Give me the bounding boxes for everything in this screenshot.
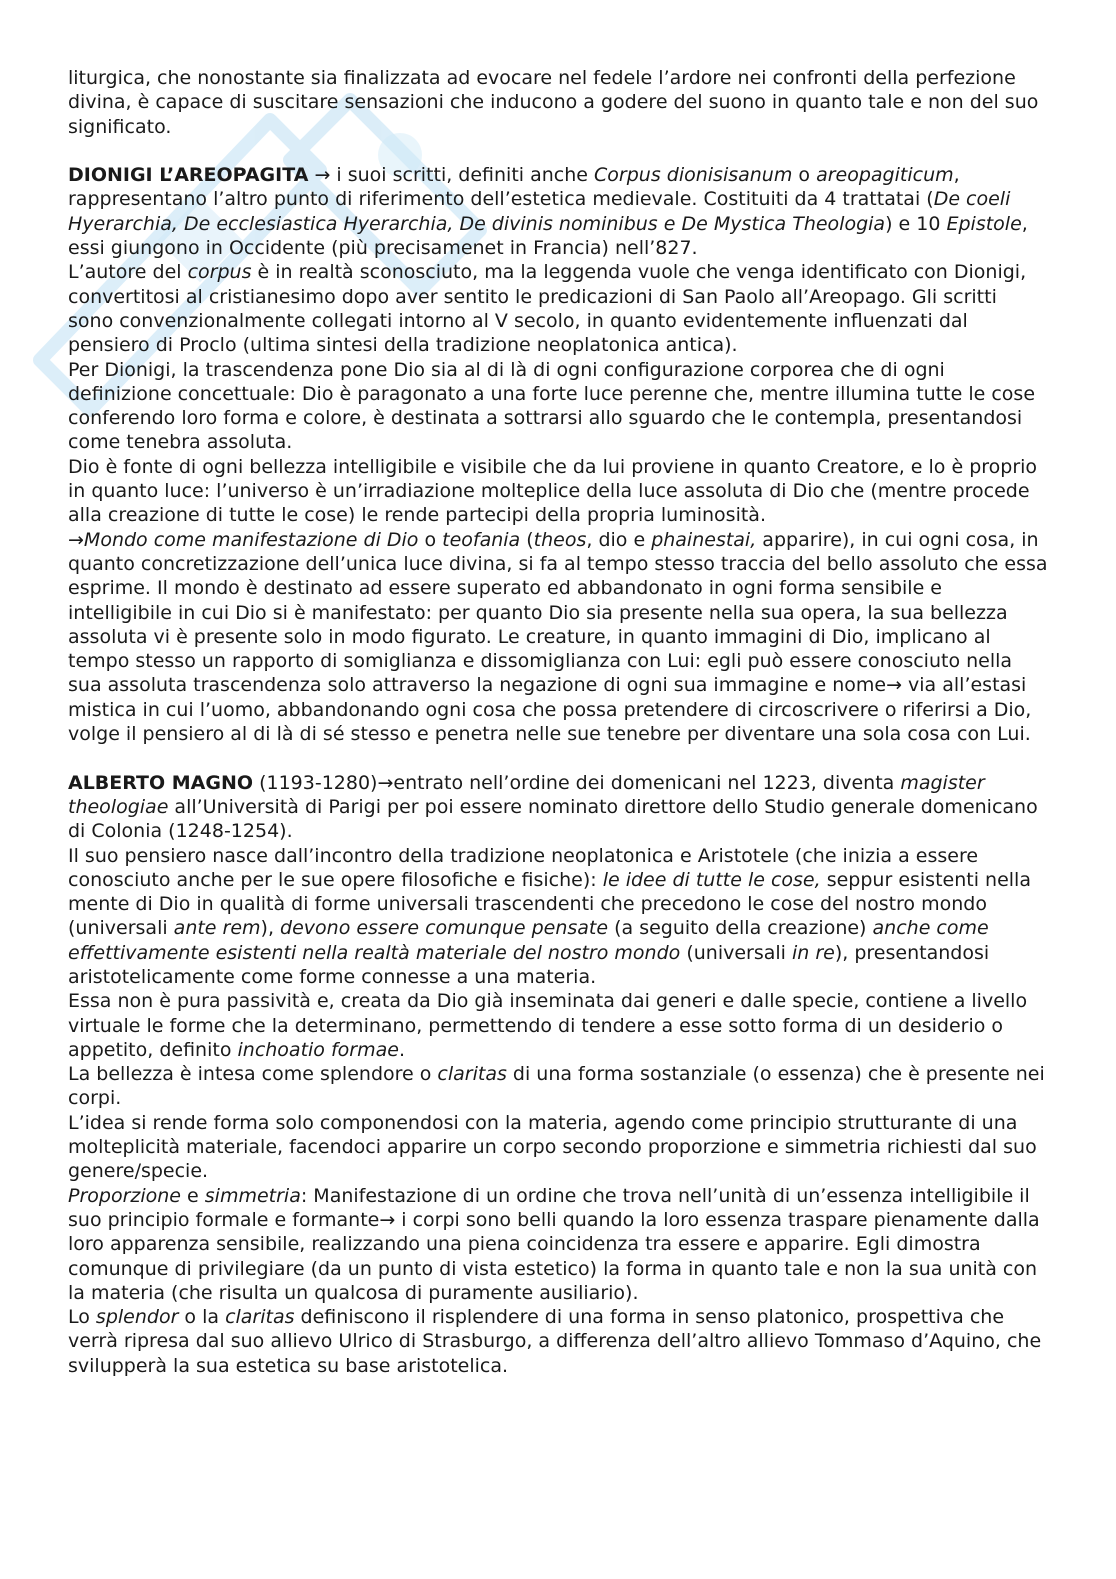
text-span: (1193-1280)→entrato nell’ordine dei domenicani nel 1223, diventa — [253, 771, 901, 794]
paragraph-alberto-6 — [68, 1184, 1048, 1305]
heading-alberto: ALBERTO MAGNO — [68, 771, 254, 794]
text-span: . — [398, 1038, 405, 1061]
italic-span: inchoatio formae — [237, 1038, 399, 1061]
italic-span: Corpus dionisisanum — [594, 164, 793, 187]
italic-span: ante rem — [173, 917, 261, 940]
text-span: L’autore del — [68, 261, 188, 284]
paragraph-alberto-5: L’idea si rende forma solo componendosi con la materia, agendo come principio strutturante di una molteplicità materiale, facendoci apparire un corpo secondo proporzione e simmetria richiesti dal suo genere/specie. — [68, 1111, 1037, 1183]
text-span: o — [418, 528, 443, 551]
italic-span: Mondo come manifestazione di Dio — [83, 528, 419, 551]
paragraph-alberto-4 — [68, 1062, 1048, 1111]
text-span: all’Università di Parigi per poi essere nominato direttore dello Studio generale domenicano di Colonia (1248-1254). — [68, 795, 1038, 843]
paragraph-intro-text: liturgica, che nonostante sia finalizzata ad evocare nel fedele l’ardore nei confronti della perfezione divina, è capace di suscitare sensazioni che inducono a godere del suono in quanto tale e non del suo significato. — [68, 67, 1039, 138]
italic-span: in re — [791, 941, 835, 964]
text-span: , essi giungono in Occidente (più precisamenet in Francia) nell’827. — [68, 212, 1028, 260]
italic-span: Epistole — [946, 212, 1022, 235]
text-span: ), — [260, 917, 281, 940]
text-span: , dio e — [586, 528, 652, 551]
italic-span: Proporzione — [68, 1184, 181, 1207]
italic-span: simmetria — [204, 1184, 301, 1207]
italic-span: devono essere comunque pensate — [280, 917, 609, 940]
text-span: è in realtà sconosciuto, ma la leggenda vuole che venga identificato con Dionigi, convertitosi al cristianesimo dopo aver sentito le predicazioni di San Paolo all’Areopago. Gli scritti sono convenzionalmente collegati intorno al V secolo, in quanto evidentemente influenzati dal pensiero di Proclo (ultima sintesi della tradizione neoplatonica antica). — [68, 261, 1027, 357]
text-span: Il suo pensiero nasce dall’incontro della tradizione neoplatonica e Aristotele (che inizia a essere conosciuto anche per le sue opere filosofiche e fisiche): — [68, 844, 979, 891]
italic-span: splendor — [95, 1306, 179, 1329]
text-span: apparire), in cui ogni cosa, in quanto concretizzazione dell’unica luce divina, si fa al tempo stesso traccia del bello assoluto che essa esprime. Il mondo è destinato ad essere superato ed abbandonato in ogni forma sensibile e intelligibile in cui Dio si è manifestato: per quanto Dio sia presente nella sua opera, la sua bellezza assoluta vi è presente solo in modo figurato. Le creature, in quanto immagini di Dio, implicano al tempo stesso un rapporto di somiglianza e dissomiglianza con Lui: egli può essere conosciuto nella sua assoluta trascendenza solo attraverso la negazione di ogni sua immagine e nome→ via all’estasi mistica in cui l’uomo, abbandonando ogni cosa che possa pretendere di circoscrivere o riferirsi a Dio, volge il pensiero al di là di sé stesso e penetra nelle sue tenebre per diventare una sola cosa con Lui. — [68, 528, 1048, 746]
italic-span: corpus — [187, 261, 252, 284]
text-span: (a seguito della creazione) — [608, 917, 873, 940]
paragraph-intro — [68, 66, 1048, 139]
document-body — [68, 66, 1048, 1378]
paragraph-alberto-3 — [68, 989, 1048, 1062]
text-span: : Manifestazione di un ordine che trova nell’unità di un’essenza intelligibile il suo principio formale e formante→ i corpi sono belli quando la loro essenza traspare pienamente dalla loro apparenza sensibile, realizzando una piena coincidenza tra essere e apparire. Egli dimostra comunque di privilegiare (da un punto di vista estetico) la forma in quanto tale e non la sua unità con la materia (che risulta un qualcosa di puramente ausiliario). — [68, 1184, 1040, 1304]
italic-span: phainestai, — [651, 528, 757, 551]
paragraph-dionigi-3: Per Dionigi, la trascendenza pone Dio sia al di là di ogni configurazione corporea che di ogni definizione concettuale: Dio è paragonato a una forte luce perenne che, mentre illumina tutte le cose conferendo loro forma e colore, è destinata a sottrarsi allo sguardo che le contempla, presentandosi come tenebra assoluta. — [68, 358, 1036, 454]
text-span: Lo — [68, 1306, 96, 1329]
italic-span: claritas — [225, 1306, 295, 1329]
text-span: di una forma sostanziale (o essenza) che è presente nei corpi. — [68, 1063, 1045, 1110]
text-span: o la — [178, 1306, 226, 1329]
paragraph-alberto-2 — [68, 844, 1048, 990]
heading-dionigi: DIONIGI L’AREOPAGITA — [68, 164, 309, 187]
text-span: ), presentandosi aristotelicamente come forme connesse a una materia. — [68, 941, 990, 988]
text-span: , rappresentano l’altro punto di riferimento dell’estetica medievale. Costituiti da 4 trattatai ( — [68, 164, 960, 211]
paragraph-dionigi-2 — [68, 260, 1048, 357]
italic-span: teofania — [442, 528, 521, 551]
text-span: o — [792, 164, 817, 187]
paragraph-dionigi-5 — [68, 528, 1048, 747]
text-span: ) e 10 — [885, 212, 947, 235]
arrow-icon: → — [68, 528, 84, 551]
italic-span: le idee di tutte le cose, — [602, 868, 821, 891]
italic-span: areopagiticum — [816, 164, 954, 187]
paragraph-dionigi-1 — [68, 163, 1048, 260]
text-span: definiscono il risplendere di una forma in senso platonico, prospettiva che verrà ripresa dal suo allievo Ulrico di Strasburgo, a differenza dell’altro allievo Tommaso d’Aquino, che svilupperà la sua estetica su base aristotelica. — [68, 1306, 1042, 1377]
spacer — [68, 139, 1048, 163]
paragraph-alberto-7 — [68, 1305, 1048, 1378]
text-span: La bellezza è intesa come splendore o — [68, 1063, 438, 1086]
text-span: ( — [520, 528, 534, 551]
text-span: (universali — [680, 941, 792, 964]
spacer — [68, 746, 1048, 770]
text-span: e — [181, 1184, 205, 1207]
paragraph-dionigi-4: Dio è fonte di ogni bellezza intelligibile e visibile che da lui proviene in quanto Creatore, e lo è proprio in quanto luce: l’universo è un’irradiazione molteplice della luce assoluta di Dio che (mentre procede alla creazione di tutte le cose) le rende partecipi della propria luminosità. — [68, 455, 1038, 527]
text-span: → i suoi scritti, definiti anche — [308, 164, 595, 187]
italic-span: anche come effettivamente esistenti nella realtà materiale del nostro mondo — [68, 917, 989, 964]
italic-span: magister theologiae — [68, 771, 985, 818]
paragraph-alberto-1 — [68, 771, 1048, 844]
italic-span: De coeli Hyerarchia, De ecclesiastica Hyerarchia, De divinis nominibus e De Mystica Theologia — [68, 188, 1011, 235]
italic-span: theos — [533, 528, 587, 551]
text-span: Essa non è pura passività e, creata da Dio già inseminata dai generi e dalle specie, contiene a livello virtuale le forme che la determinano, permettendo di tendere a esse sotto forma di un desiderio o appetito, definito — [68, 990, 1028, 1061]
italic-span: claritas — [437, 1063, 507, 1086]
text-span: seppur esistenti nella mente di Dio in qualità di forme universali trascendenti che precedono le cose del nostro mondo (universali — [68, 868, 1031, 940]
